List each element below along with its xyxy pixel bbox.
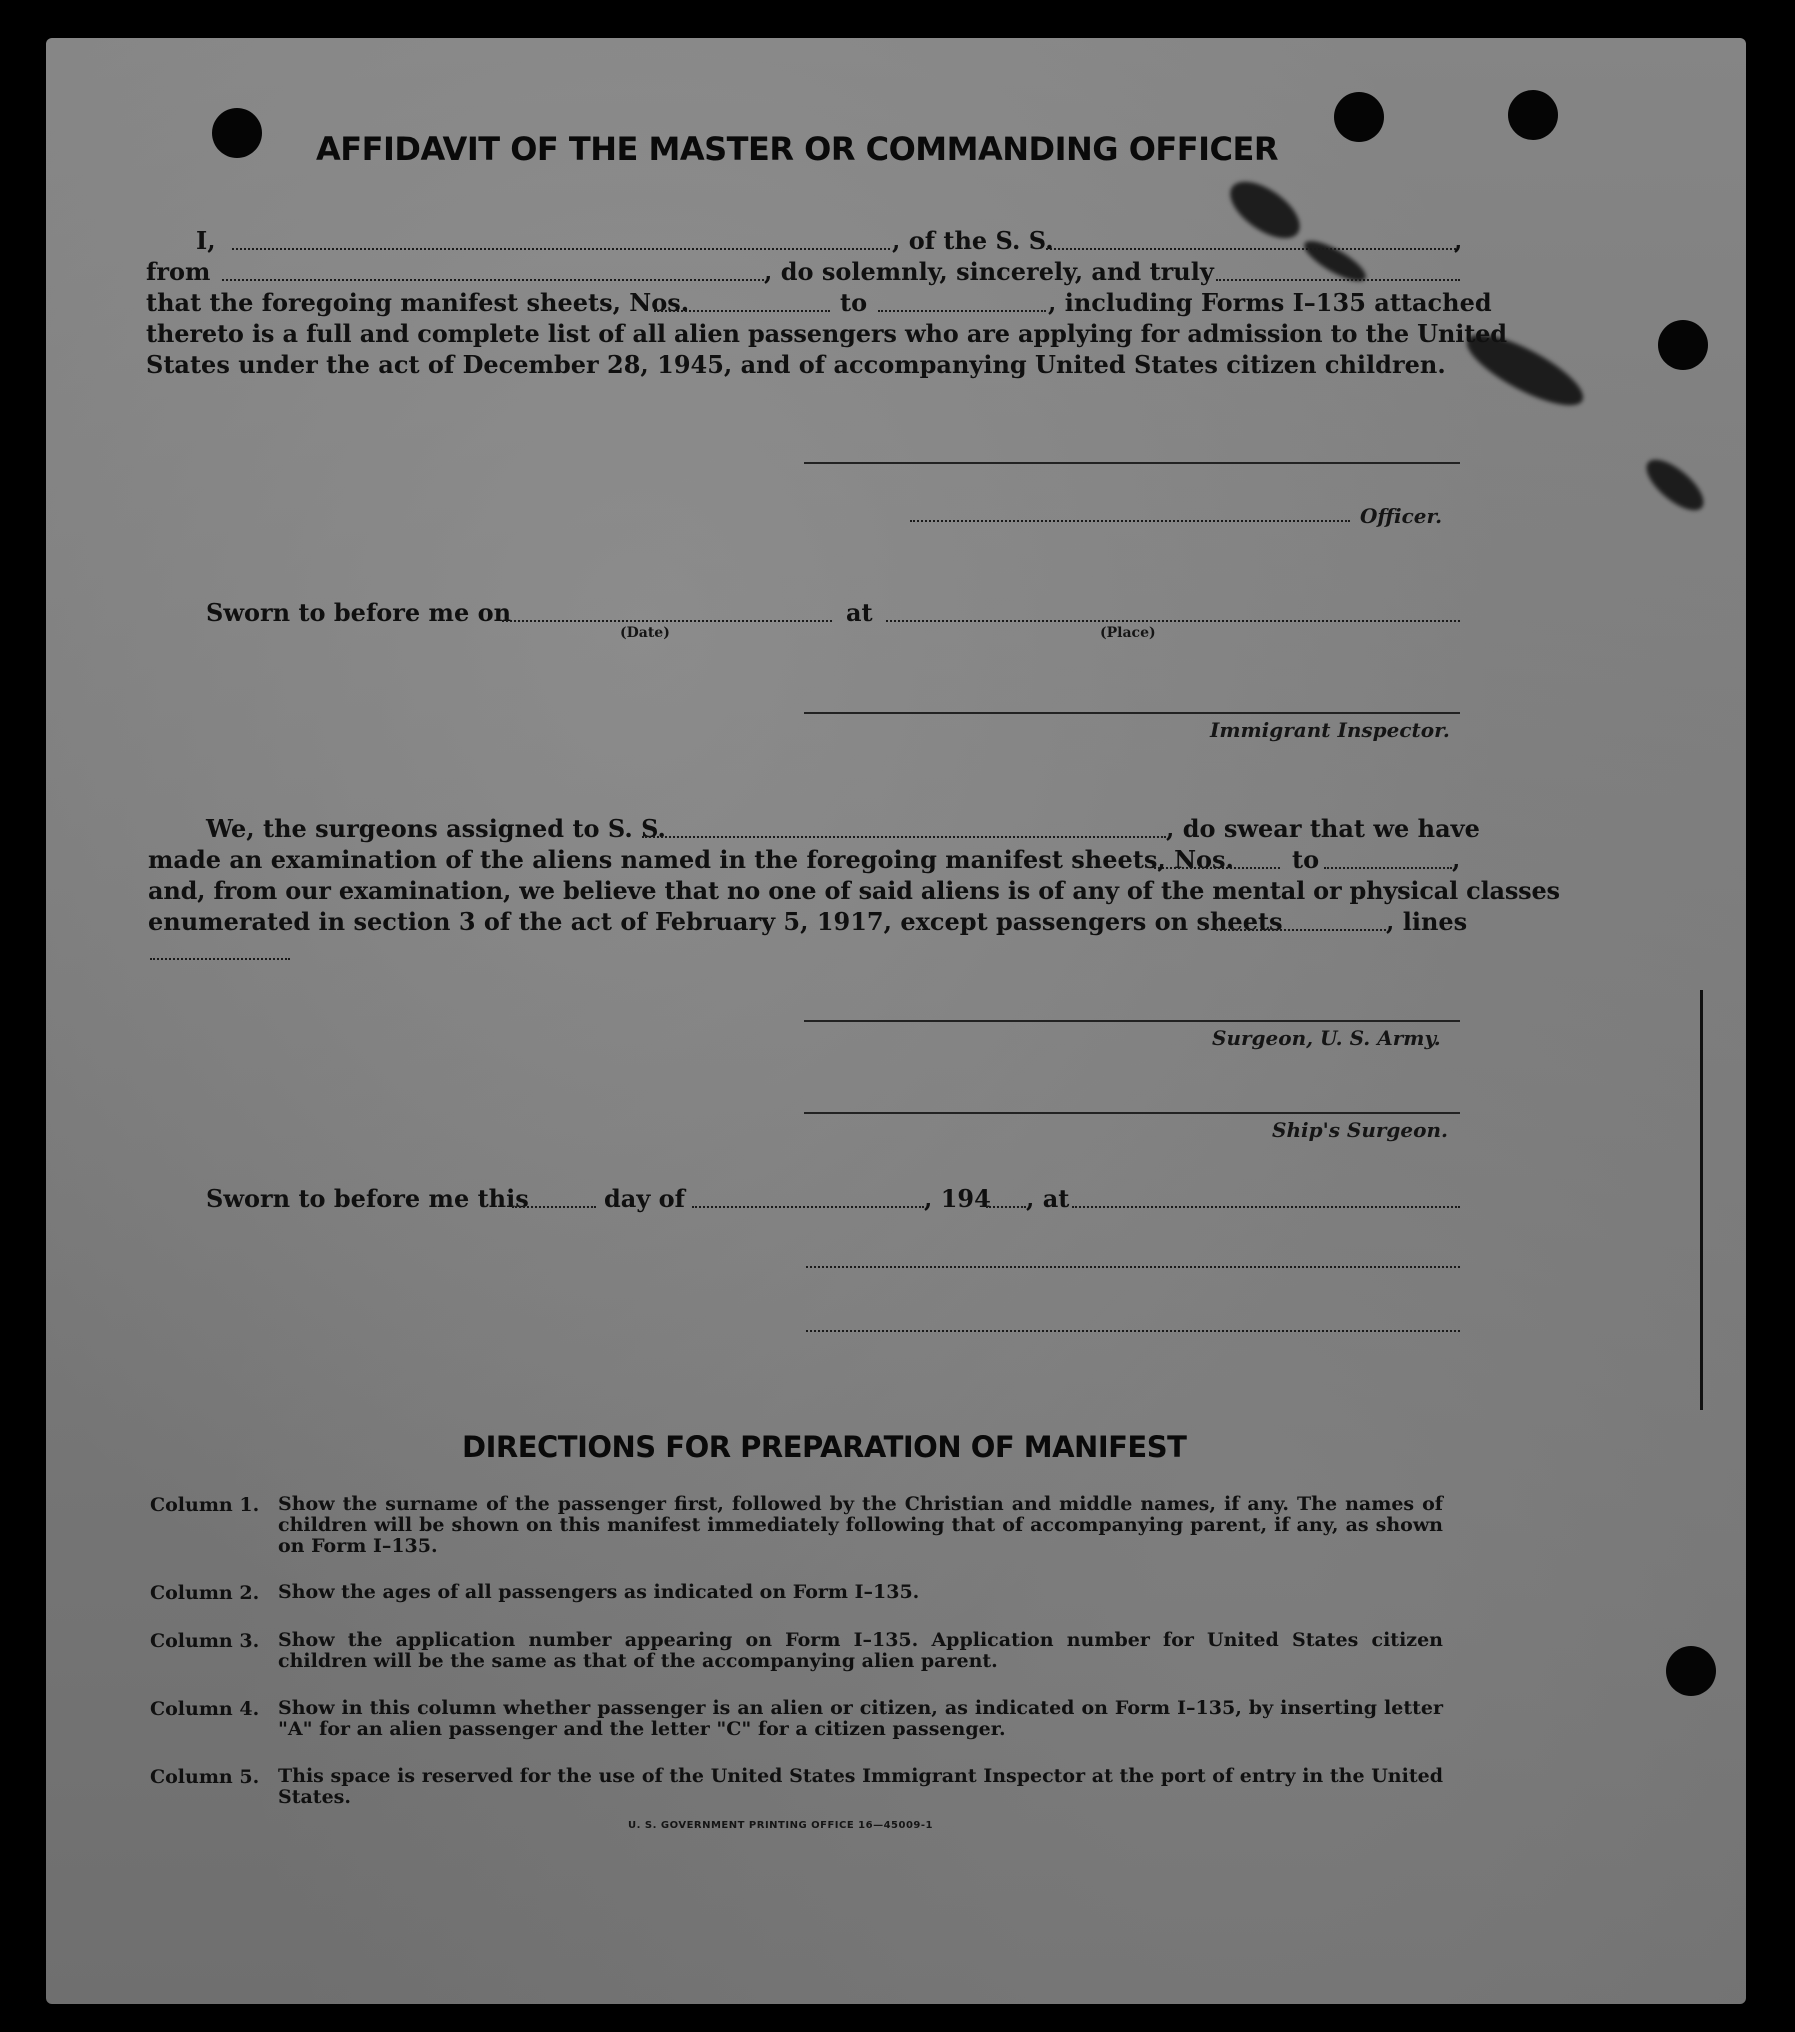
- p1-line5: States under the act of December 28, 1945, and of accompanying United States citizen children.: [146, 350, 1446, 379]
- blank-master-name: [232, 248, 890, 250]
- sworn1-at: at: [846, 598, 873, 627]
- blank-signature-2: [806, 1330, 1460, 1332]
- affidavit-title: AFFIDAVIT OF THE MASTER OR COMMANDING OFFICER: [316, 130, 1278, 168]
- officer-signature-line: [804, 462, 1460, 464]
- blank-sworn-date: [502, 620, 832, 622]
- direction-text: This space is reserved for the use of the United States Immigrant Inspector at the port of entry in the United States.: [278, 1765, 1443, 1808]
- direction-text: Show the surname of the passenger first, followed by the Christian and middle names, if any. The names of children will be shown on this manifest immediately following that of accompanying parent, if any, as shown on Form I–135.: [278, 1493, 1443, 1557]
- p1-i: I,: [196, 226, 216, 255]
- punch-hole: [1666, 1646, 1716, 1696]
- blank-surgeon-ship: [642, 836, 1166, 838]
- blank-year: [986, 1206, 1026, 1208]
- blank-sworn-place: [886, 620, 1460, 622]
- direction-column-label: Column 5.: [150, 1766, 260, 1788]
- p1-line4: thereto is a full and complete list of all alien passengers who are applying for admission to the United: [146, 319, 1507, 348]
- blank-surgeon-to: [1324, 867, 1452, 869]
- officer-label: Officer.: [1360, 504, 1443, 528]
- army-surgeon-label: Surgeon, U. S. Army.: [1212, 1026, 1441, 1050]
- officer-title-line: [910, 520, 1350, 522]
- direction-column-label: Column 4.: [150, 1698, 260, 1720]
- direction-text: Show the application number appearing on Form I–135. Application number for United States citizen children will be the same as that of the accompanying alien parent.: [278, 1629, 1443, 1672]
- ship-surgeon-signature-line: [804, 1112, 1460, 1114]
- directions-title: DIRECTIONS FOR PREPARATION OF MANIFEST: [462, 1430, 1187, 1464]
- blank-ship-name: [1046, 248, 1456, 250]
- punch-hole: [1508, 90, 1558, 140]
- direction-column-label: Column 3.: [150, 1630, 260, 1652]
- p1-sheets: that the foregoing manifest sheets, Nos.: [146, 288, 690, 317]
- punch-hole: [1658, 320, 1708, 370]
- direction-column-label: Column 1.: [150, 1494, 260, 1516]
- direction-column-label: Column 2.: [150, 1582, 260, 1604]
- surg-l4a: enumerated in section 3 of the act of February 5, 1917, except passengers on sheets: [148, 907, 1283, 936]
- p1-of-ss: , of the S. S.: [892, 226, 1054, 255]
- place-label: (Place): [1100, 625, 1156, 641]
- punch-hole: [212, 108, 262, 158]
- punch-hole: [1334, 92, 1384, 142]
- sworn2-dayof: day of: [604, 1184, 685, 1213]
- direction-text: Show in this column whether passenger is an alien or citizen, as indicated on Form I–135, by inserting letter "A" for an alien passenger and the letter "C" for a citizen passenger.: [278, 1697, 1443, 1740]
- date-label: (Date): [620, 625, 670, 641]
- printing-office-footer: U. S. GOVERNMENT PRINTING OFFICE 16—45009-1: [628, 1820, 933, 1831]
- surg-l3: and, from our examination, we believe that no one of said aliens is of any of the mental or physical classes: [148, 876, 1560, 905]
- blank-sworn2-place: [1072, 1206, 1460, 1208]
- blank-surgeon-from: [1154, 867, 1280, 869]
- p1-forms: , including Forms I–135 attached: [1048, 288, 1492, 317]
- direction-text: Show the ages of all passengers as indicated on Form I–135.: [278, 1581, 920, 1603]
- surg-l1b: , do swear that we have: [1166, 814, 1480, 843]
- surg-l4b: , lines: [1386, 907, 1468, 936]
- inspector-signature-line: [804, 712, 1460, 714]
- blank-truly: [1216, 279, 1460, 281]
- blank-month: [692, 1206, 924, 1208]
- sworn2-at: , at: [1026, 1184, 1070, 1213]
- surg-l2b: to: [1292, 845, 1320, 874]
- p1-from: from: [146, 257, 211, 286]
- p1-to: to: [840, 288, 868, 317]
- blank-from-port: [222, 279, 764, 281]
- sworn2-year: , 194: [924, 1184, 991, 1213]
- surg-l2a: made an examination of the aliens named in the foregoing manifest sheets, Nos.: [148, 845, 1234, 874]
- sworn1-text: Sworn to before me on: [206, 598, 512, 627]
- torn-edge: [1700, 990, 1703, 1410]
- ship-surgeon-label: Ship's Surgeon.: [1272, 1118, 1448, 1142]
- blank-except-lines: [150, 958, 290, 960]
- blank-signature-1: [806, 1266, 1460, 1268]
- surg-l1a: We, the surgeons assigned to S. S.: [206, 814, 666, 843]
- blank-sheet-to: [878, 310, 1046, 312]
- army-surgeon-signature-line: [804, 1020, 1460, 1022]
- inspector-label: Immigrant Inspector.: [1210, 718, 1450, 742]
- blank-except-sheets: [1216, 929, 1386, 931]
- blank-day: [512, 1206, 596, 1208]
- p1-solemnly: , do solemnly, sincerely, and truly: [764, 257, 1214, 286]
- sworn2-text: Sworn to before me this: [206, 1184, 529, 1213]
- blank-sheet-from: [654, 310, 830, 312]
